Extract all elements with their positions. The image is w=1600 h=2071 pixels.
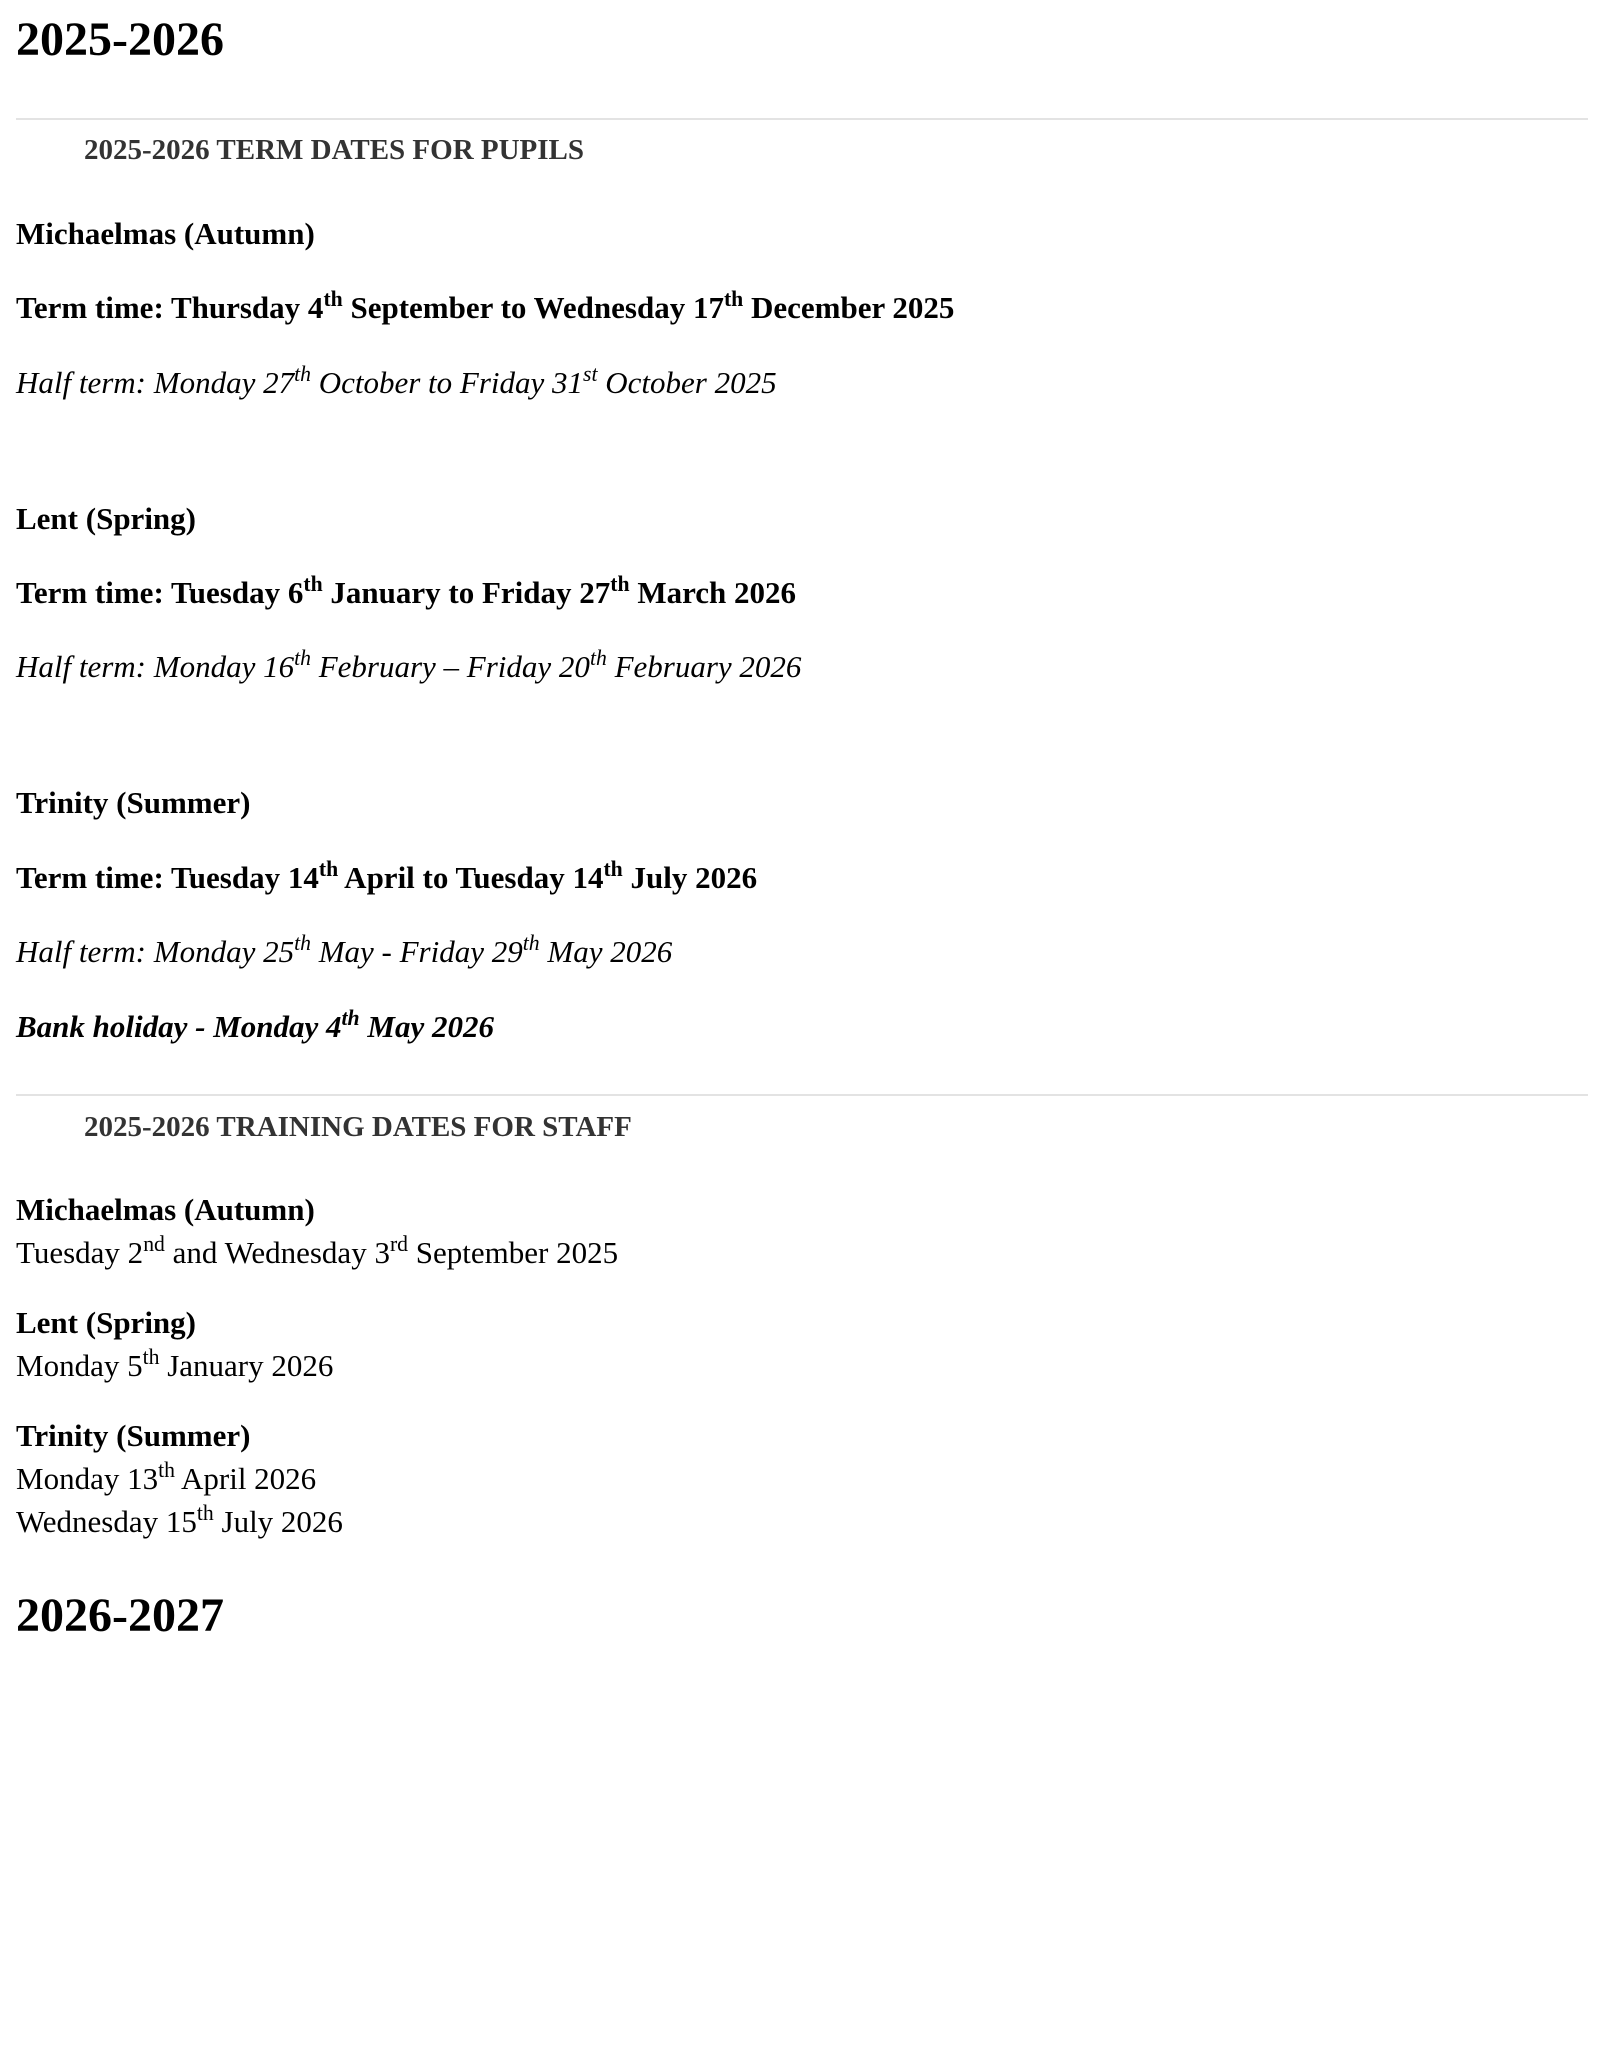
divider [16, 118, 1588, 120]
staff-date: Tuesday 2nd and Wednesday 3rd September 2025 [16, 1232, 619, 1270]
pupils-section-heading: 2025-2026 TERM DATES FOR PUPILS [84, 134, 585, 166]
term-name-trinity: Trinity (Summer) [16, 785, 251, 820]
staff-section-heading: 2025-2026 TRAINING DATES FOR STAFF [84, 1111, 632, 1143]
half-term-lent: Half term: Monday 16th February – Friday 20th February 2026 [16, 646, 802, 684]
year-heading: 2026-2027 [16, 1589, 224, 1642]
term-time-lent: Term time: Tuesday 6th January to Friday 27th March 2026 [16, 572, 797, 610]
staff-term-name-michaelmas: Michaelmas (Autumn) [16, 1192, 315, 1227]
staff-term-name-trinity: Trinity (Summer) [16, 1418, 251, 1453]
bank-holiday: Bank holiday - Monday 4th May 2026 [16, 1006, 494, 1044]
half-term-michaelmas: Half term: Monday 27th October to Friday 31st October 2025 [16, 362, 777, 400]
term-name-michaelmas: Michaelmas (Autumn) [16, 216, 315, 251]
staff-term-name-lent: Lent (Spring) [16, 1305, 196, 1340]
staff-date: Monday 13th April 2026 [16, 1458, 317, 1496]
year-heading: 2025-2026 [16, 13, 224, 66]
staff-date: Monday 5th January 2026 [16, 1345, 334, 1383]
term-time-trinity: Term time: Tuesday 14th April to Tuesday 14th July 2026 [16, 857, 758, 895]
divider [16, 1094, 1588, 1096]
term-name-lent: Lent (Spring) [16, 501, 196, 536]
term-time-michaelmas: Term time: Thursday 4th September to Wednesday 17th December 2025 [16, 287, 955, 325]
half-term-trinity: Half term: Monday 25th May - Friday 29th May 2026 [16, 931, 673, 969]
staff-date: Wednesday 15th July 2026 [16, 1501, 343, 1539]
